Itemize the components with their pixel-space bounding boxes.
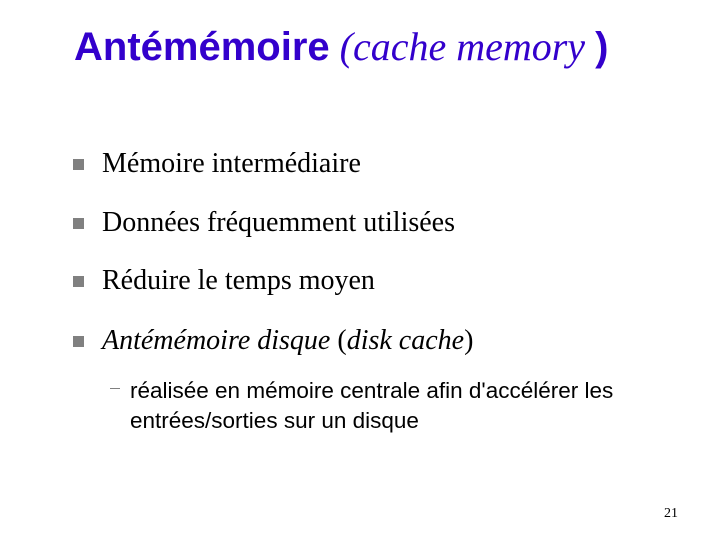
square-bullet-icon: [73, 218, 84, 229]
bullet-item: [73, 323, 473, 359]
sub-bullet: [130, 376, 690, 436]
square-bullet-icon: [73, 276, 84, 287]
bullet-paren-open: (: [337, 325, 347, 356]
sub-bullet-line: entrées/sorties sur un disque: [130, 408, 419, 433]
bullet-text-english: disk cache: [346, 325, 465, 356]
bullet-text: Données fréquemment utilisées: [102, 207, 456, 238]
slide-title: [74, 18, 634, 76]
square-bullet-icon: [73, 336, 84, 347]
bullet-item: [73, 146, 361, 182]
bullet-text: Mémoire intermédiaire: [102, 148, 361, 179]
title-closing-paren: ): [595, 25, 609, 69]
page-number: 21: [664, 506, 678, 521]
bullet-item: [73, 205, 455, 241]
title-main: Antémémoire: [74, 25, 330, 69]
bullet-text-italic: Antémémoire disque: [102, 325, 331, 356]
bullet-item: [73, 263, 375, 299]
dash-bullet-icon: [110, 388, 120, 389]
title-subtitle: (cache memory: [339, 24, 586, 69]
sub-bullet-line: réalisée en mémoire centrale afin d'accélérer les: [130, 378, 614, 403]
bullet-paren-close: ): [464, 325, 474, 356]
square-bullet-icon: [73, 159, 84, 170]
bullet-text: Réduire le temps moyen: [102, 265, 375, 296]
